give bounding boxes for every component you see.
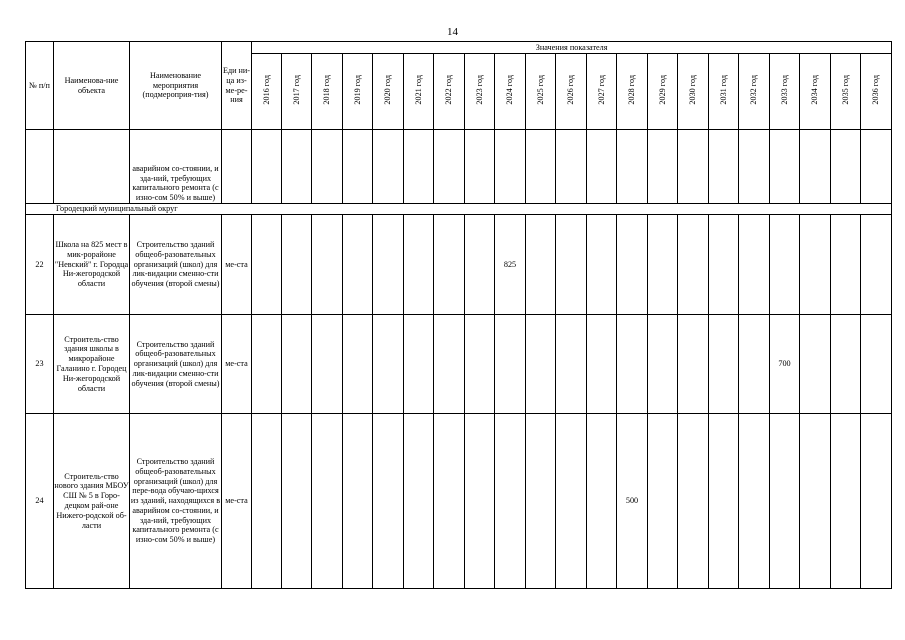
value-cell (434, 215, 465, 315)
value-cell (831, 315, 861, 414)
header-year-10 (556, 54, 587, 130)
value-cell (343, 215, 373, 315)
value-cell (312, 414, 343, 589)
value-cell (526, 215, 556, 315)
value-cell (739, 315, 770, 414)
value-cell (739, 215, 770, 315)
table-row (26, 414, 892, 589)
header-year-label: 2030 год (688, 75, 698, 105)
value-cell (617, 315, 648, 414)
header-year-3 (343, 54, 373, 130)
header-year-label: 2029 год (657, 75, 667, 105)
header-year-label: 2024 год (505, 75, 515, 105)
value-cell (678, 414, 709, 589)
value-cell (678, 215, 709, 315)
value-cell (465, 315, 495, 414)
header-year-label: 2026 год (566, 75, 576, 105)
value-cell (465, 414, 495, 589)
value-cell (343, 315, 373, 414)
value-cell (831, 215, 861, 315)
value-cell (526, 315, 556, 414)
value-cell (282, 315, 312, 414)
region-label: Городецкий муниципальный округ (26, 204, 892, 215)
value-cell (739, 414, 770, 589)
header-year-8 (495, 54, 526, 130)
table-row (26, 315, 892, 414)
header-year-label: 2033 год (779, 75, 789, 105)
value-cell (282, 414, 312, 589)
value-cell (861, 315, 892, 414)
header-year-2 (312, 54, 343, 130)
header-year-15 (709, 54, 739, 130)
object-name: Строитель-ство нового здания МБОУ СШ № 5 в Горо-децком рай-оне Нижего-родской об-ласти (54, 414, 130, 589)
value-cell (800, 215, 831, 315)
page-number: 14 (447, 26, 458, 38)
value-cell (800, 315, 831, 414)
indicator-table (25, 41, 892, 589)
value-cell (770, 215, 800, 315)
value-cell (252, 215, 282, 315)
value-cell (252, 315, 282, 414)
header-year-0 (252, 54, 282, 130)
value-cell (373, 414, 404, 589)
value-cell (252, 414, 282, 589)
unit-cell: ме-ста (222, 414, 252, 589)
header-year-13 (648, 54, 678, 130)
value-cell (556, 315, 587, 414)
value-cell (800, 414, 831, 589)
value-cell (617, 215, 648, 315)
value-cell (709, 414, 739, 589)
header-year-12 (617, 54, 648, 130)
value-cell (465, 215, 495, 315)
value-cell (312, 215, 343, 315)
value-cell (404, 414, 434, 589)
value-cell (282, 215, 312, 315)
header-year-7 (465, 54, 495, 130)
header-year-16 (739, 54, 770, 130)
header-year-label: 2035 год (840, 75, 850, 105)
header-num: № п/п (26, 42, 54, 130)
value-cell (831, 414, 861, 589)
header-year-5 (404, 54, 434, 130)
header-year-9 (526, 54, 556, 130)
value-cell (709, 215, 739, 315)
value-cell (709, 315, 739, 414)
value-cell (404, 315, 434, 414)
value-cell: 825 (495, 215, 526, 315)
unit-cell: ме-ста (222, 215, 252, 315)
header-year-11 (587, 54, 617, 130)
header-year-label: 2031 год (718, 75, 728, 105)
value-cell: 700 (770, 315, 800, 414)
header-year-18 (800, 54, 831, 130)
value-cell (648, 315, 678, 414)
header-unit: Еди ни-ца из-ме-ре-ния (222, 42, 252, 130)
value-cell (861, 215, 892, 315)
header-year-20 (861, 54, 892, 130)
header-year-17 (770, 54, 800, 130)
value-cell (587, 215, 617, 315)
value-cell (770, 414, 800, 589)
header-year-label: 2021 год (413, 75, 423, 105)
table-row (26, 215, 892, 315)
row-number: 23 (26, 315, 54, 414)
value-cell (648, 215, 678, 315)
value-cell (434, 315, 465, 414)
header-year-14 (678, 54, 709, 130)
value-cell (495, 414, 526, 589)
table-row (26, 130, 892, 204)
object-name: Строитель-ство здания школы в микрорайоне Галанино г. Городец Ни-жегородской области (54, 315, 130, 414)
value-cell (495, 315, 526, 414)
region-row (26, 204, 892, 215)
header-year-label: 2018 год (322, 75, 332, 105)
header-year-4 (373, 54, 404, 130)
row-number: 24 (26, 414, 54, 589)
object-name: Школа на 825 мест в мик-рорайоне "Невский" г. Городца Ни-жегородской области (54, 215, 130, 315)
value-cell (556, 414, 587, 589)
header-year-label: 2027 год (596, 75, 606, 105)
value-cell (678, 315, 709, 414)
header-year-label: 2034 год (810, 75, 820, 105)
header-year-label: 2025 год (535, 75, 545, 105)
value-cell (343, 414, 373, 589)
header-year-label: 2032 год (749, 75, 759, 105)
value-cell (373, 315, 404, 414)
value-cell (373, 215, 404, 315)
value-cell (587, 315, 617, 414)
value-cell: 500 (617, 414, 648, 589)
activity-cell: аварийном со-стоянии, и зда-ний, требующих капитального ремонта (с изно-сом 50% и выше) (130, 130, 222, 204)
activity-name: Строительство зданий общеоб-разовательных организаций (школ) для пере-вода обучаю-щихся из зданий, находящихся в аварийном со-стоянии, и зда-ний, требующих капитального ремонта (с изно-сом 50% и выше) (130, 414, 222, 589)
activity-name: Строительство зданий общеоб-разовательных организаций (школ) для лик-видации сменно-сти обучения (второй смены) (130, 215, 222, 315)
header-values-title: Значения показателя (252, 42, 892, 54)
header-year-label: 2022 год (444, 75, 454, 105)
header-activity: Наименование мероприятия (подмероприя-тия) (130, 42, 222, 130)
header-year-label: 2016 год (261, 75, 271, 105)
header-year-label: 2028 год (627, 75, 637, 105)
header-year-6 (434, 54, 465, 130)
header-year-19 (831, 54, 861, 130)
row-number: 22 (26, 215, 54, 315)
value-cell (587, 414, 617, 589)
value-cell (861, 414, 892, 589)
header-object: Наименова-ние объекта (54, 42, 130, 130)
header-year-label: 2023 год (474, 75, 484, 105)
value-cell (312, 315, 343, 414)
header-year-label: 2019 год (352, 75, 362, 105)
value-cell (434, 414, 465, 589)
value-cell (526, 414, 556, 589)
unit-cell: ме-ста (222, 315, 252, 414)
header-year-1 (282, 54, 312, 130)
activity-name: Строительство зданий общеоб-разовательных организаций (школ) для лик-видации сменно-сти обучения (второй смены) (130, 315, 222, 414)
value-cell (556, 215, 587, 315)
header-year-label: 2036 год (871, 75, 881, 105)
header-year-label: 2020 год (383, 75, 393, 105)
value-cell (404, 215, 434, 315)
header-year-label: 2017 год (291, 75, 301, 105)
value-cell (648, 414, 678, 589)
